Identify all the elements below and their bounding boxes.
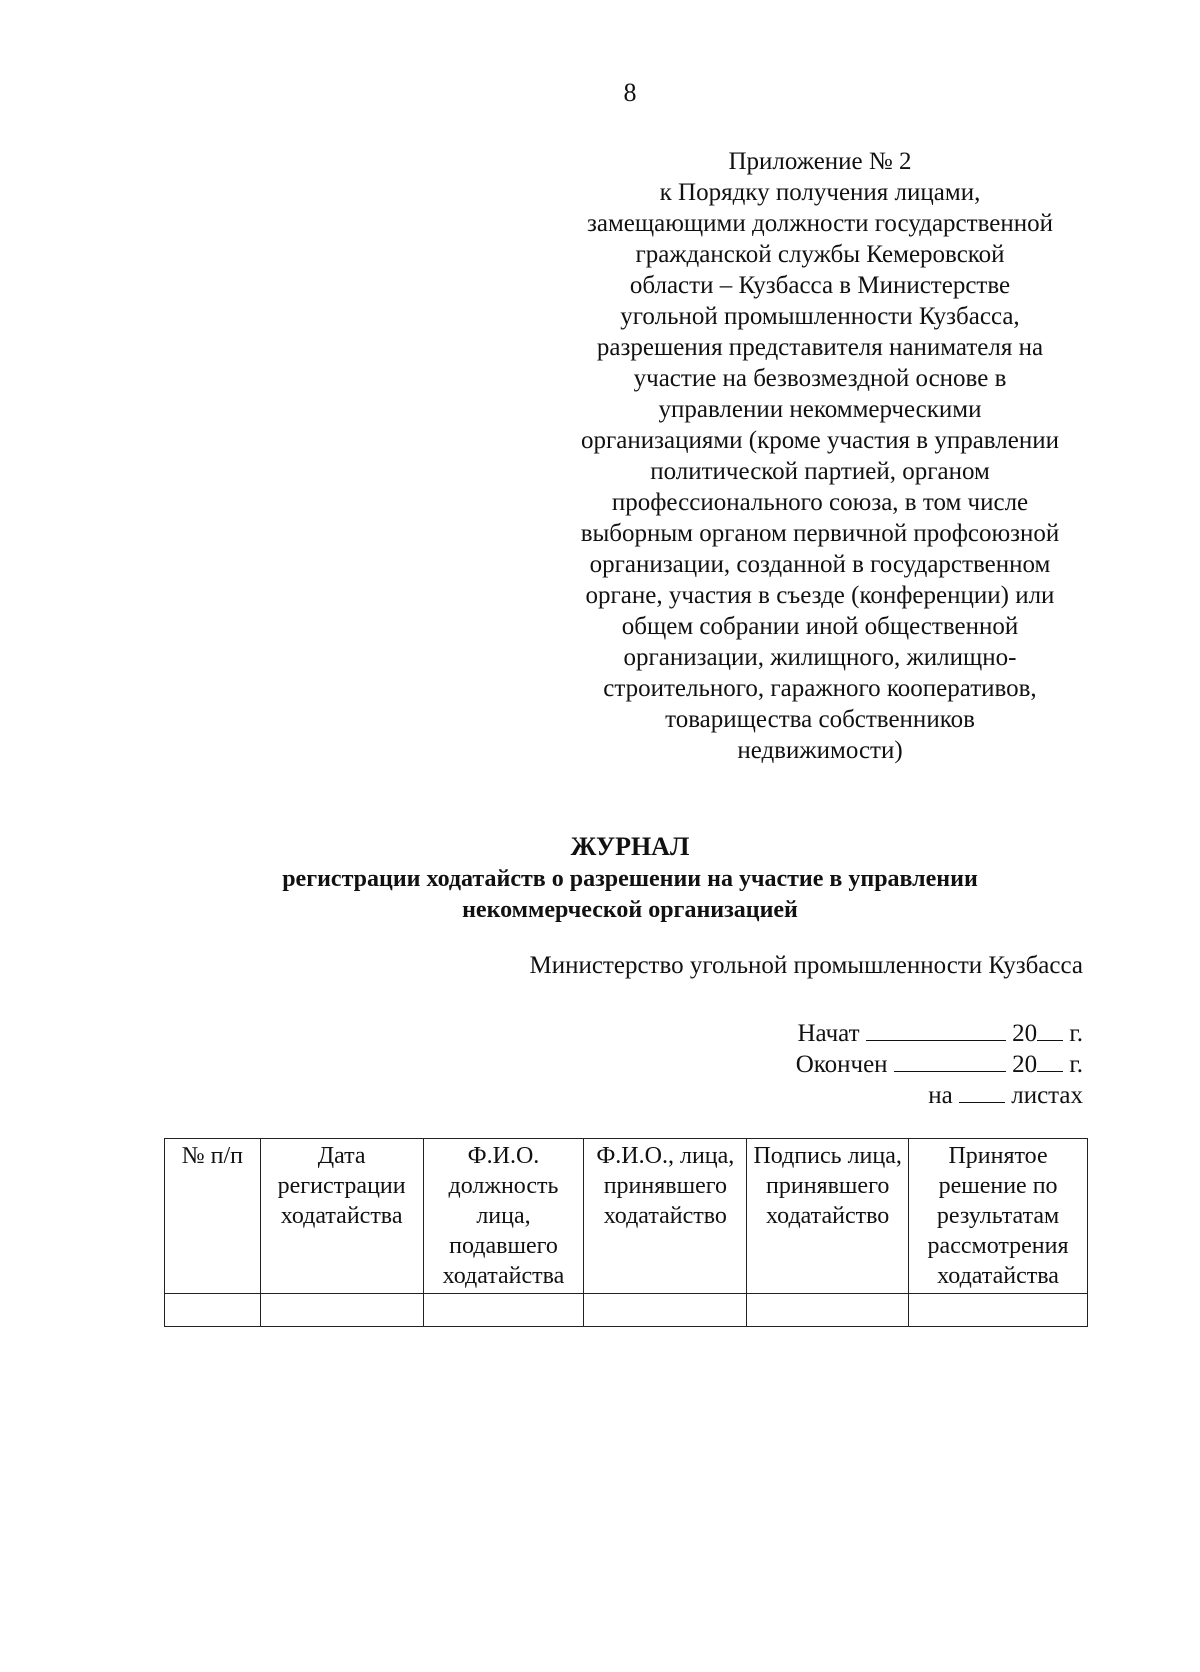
year-prefix: 20 — [1012, 1051, 1038, 1078]
journal-subtitle-line: регистрации ходатайств о разрешении на участие в управлении — [282, 866, 978, 892]
table-cell — [909, 1294, 1088, 1327]
ended-date-blank — [894, 1049, 1006, 1072]
annex-line: области – Кузбасса в Министерстве — [629, 272, 1011, 299]
started-year-blank — [1037, 1018, 1063, 1041]
sheets-count-blank — [959, 1080, 1005, 1103]
annex-line: гражданской службы Кемеровской — [635, 241, 1005, 268]
table-cell — [165, 1294, 261, 1327]
table-cell — [260, 1294, 423, 1327]
annex-line: профессионального союза, в том числе — [611, 489, 1029, 516]
sheets-suffix: листах — [1011, 1082, 1083, 1109]
annex-line: замещающими должности государственной — [587, 210, 1053, 237]
column-header-number: № п/п — [165, 1139, 261, 1294]
annex-line: разрешения представителя нанимателя на — [596, 334, 1044, 361]
started-label: Начат — [797, 1020, 860, 1047]
table-header-row — [165, 1139, 1088, 1294]
sheets-prefix: на — [928, 1082, 953, 1109]
ended-year-blank — [1037, 1049, 1063, 1072]
journal-subtitle-line: некоммерческой организацией — [462, 897, 798, 923]
column-header-decision: Принятое решение по результатам рассмотрения ходатайства — [909, 1139, 1088, 1294]
annex-line: товарищества собственников — [665, 706, 975, 733]
table-cell — [747, 1294, 909, 1327]
ended-label: Окончен — [795, 1051, 888, 1078]
annex-line: политической партией, органом — [650, 458, 990, 485]
annex-line: организации, созданной в государственном — [589, 551, 1051, 578]
journal-subtitle — [180, 864, 1080, 926]
annex-line: организации, жилищного, жилищно- — [623, 644, 1017, 671]
annex-line: управлении некоммерческими — [658, 396, 982, 423]
annex-line: к Порядку получения лицами, — [659, 179, 981, 206]
column-header-applicant: Ф.И.О. должность лица, подавшего ходатайства — [423, 1139, 584, 1294]
annex-line: Приложение № 2 — [728, 148, 912, 175]
year-suffix: г. — [1069, 1020, 1083, 1047]
annex-line: угольной промышленности Кузбасса, — [620, 303, 1020, 330]
column-header-registration-date: Дата регистрации ходатайства — [260, 1139, 423, 1294]
annex-header — [555, 146, 1085, 766]
started-line — [796, 1018, 1083, 1049]
journal-dates — [796, 1018, 1083, 1111]
started-date-blank — [866, 1018, 1006, 1041]
annex-line: строительного, гаражного кооперативов, — [603, 675, 1037, 702]
sheets-line — [796, 1080, 1083, 1111]
annex-line: организациями (кроме участия в управлении — [581, 427, 1059, 454]
register-table — [164, 1138, 1088, 1327]
annex-line: общем собрании иной общественной — [621, 613, 1019, 640]
annex-line: недвижимости) — [737, 737, 903, 764]
table-cell — [584, 1294, 747, 1327]
annex-line: участие на безвозмездной основе в — [633, 365, 1007, 392]
table-cell — [423, 1294, 584, 1327]
year-prefix: 20 — [1012, 1020, 1038, 1047]
page-number: 8 — [623, 78, 637, 107]
ended-line — [796, 1049, 1083, 1080]
column-header-receiver: Ф.И.О., лица, принявшего ходатайство — [584, 1139, 747, 1294]
annex-line: выборным органом первичной профсоюзной — [580, 520, 1060, 547]
table-row — [165, 1294, 1088, 1327]
year-suffix: г. — [1069, 1051, 1083, 1078]
ministry-name: Министерство угольной промышленности Кузбасса — [529, 952, 1083, 979]
column-header-receiver-signature: Подпись лица, принявшего ходатайство — [747, 1139, 909, 1294]
journal-title: ЖУРНАЛ — [570, 832, 690, 861]
annex-line: органе, участия в съезде (конференции) или — [585, 582, 1055, 609]
